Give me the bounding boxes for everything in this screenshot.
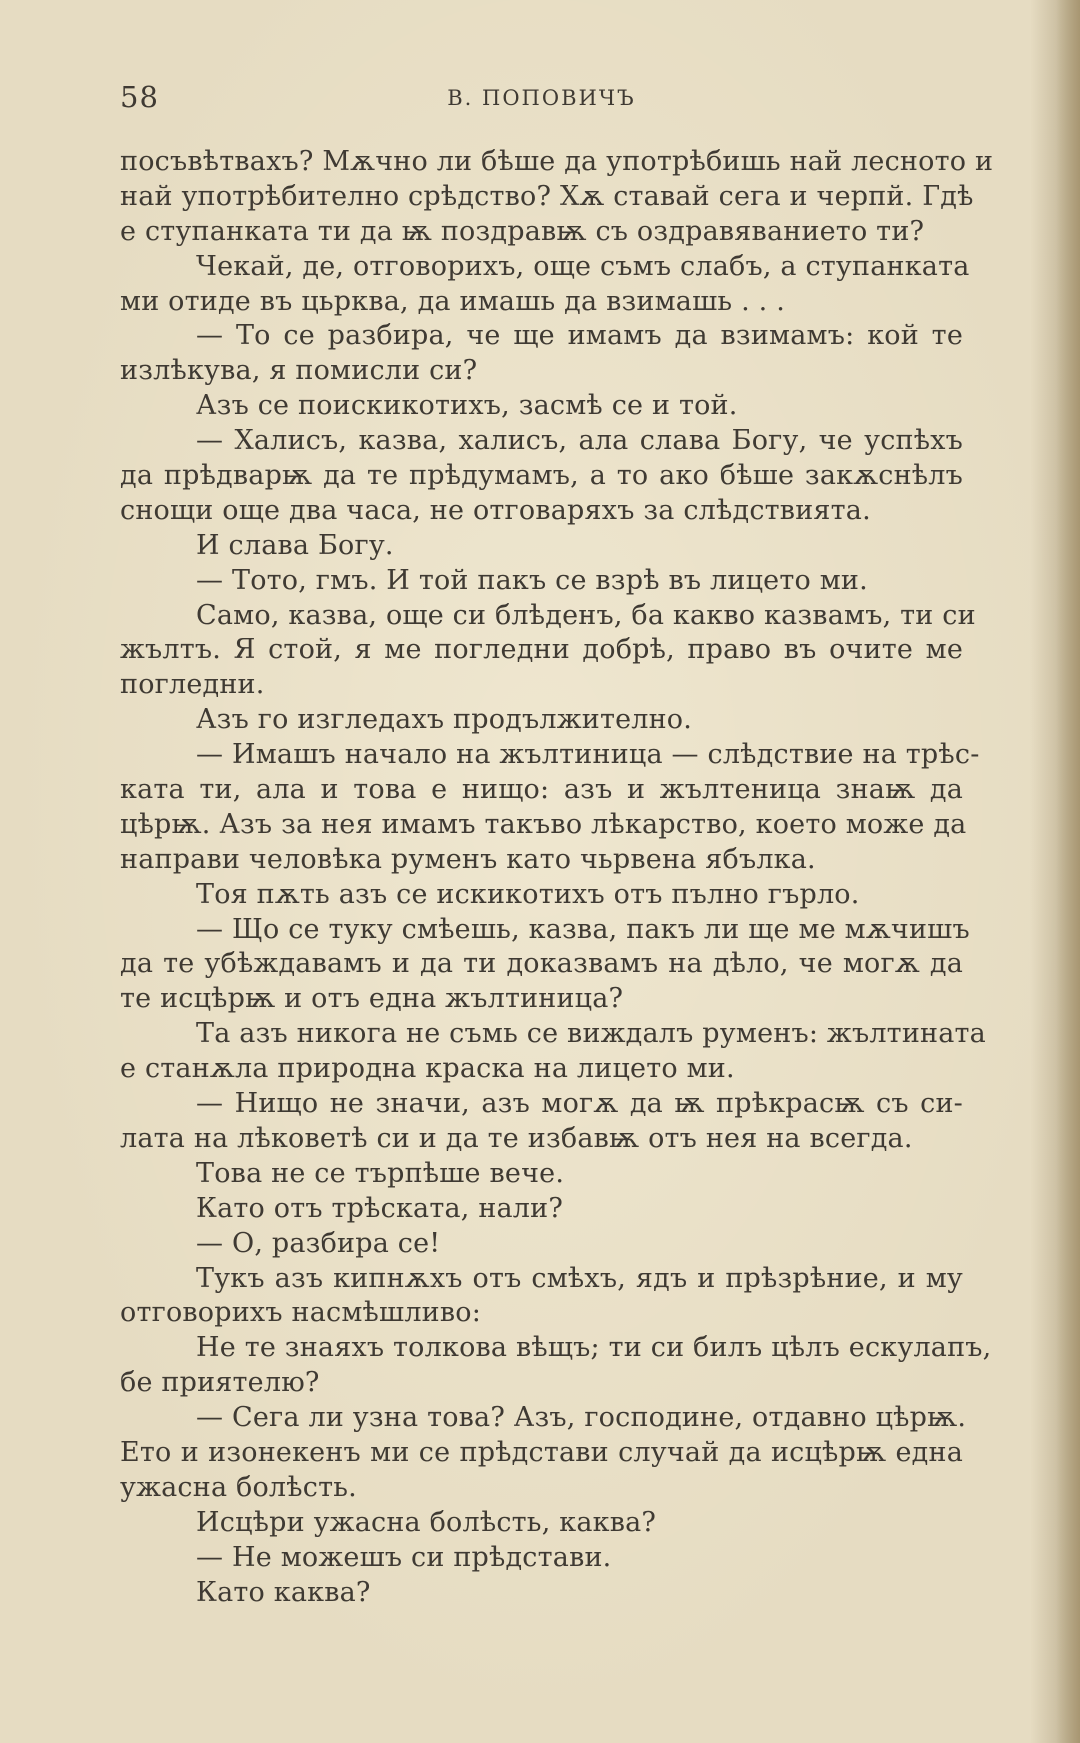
- text-line: — То се разбира, че ще имамъ да взимамъ: кой те: [196, 320, 963, 352]
- text-line: направи человѣка руменъ като чьрвена ябълка.: [120, 843, 816, 875]
- text-line: жълтъ. Я стой, я ме погледни добрѣ, право въ очите ме: [120, 634, 963, 666]
- text-line: ката ти, ала и това е нищо: азъ и жълтеница знаѭ да: [120, 774, 963, 806]
- text-line: бе приятелю?: [120, 1367, 320, 1399]
- page-header: [120, 80, 963, 120]
- running-head: В. ПОПОВИЧЪ: [447, 86, 636, 110]
- page-edge-shadow: [1056, 0, 1080, 1743]
- text-line: цѣрѭ. Азъ за нея имамъ такъво лѣкарство, което може да: [120, 808, 967, 840]
- text-line: Не те знаяхъ толкова вѣщъ; ти си билъ цѣлъ ескулапъ,: [196, 1332, 992, 1364]
- text-line: Тоя пѫть азъ се искикотихъ отъ пълно гърло.: [196, 878, 860, 910]
- text-line: е ступанката ти да ѭ поздравѭ съ оздравяванието ти?: [120, 215, 925, 247]
- text-line: — Не можешъ си прѣдстави.: [196, 1541, 612, 1573]
- text-line: — Халисъ, казва, халисъ, ала слава Богу, че успѣхъ: [196, 425, 963, 457]
- text-line: Като каква?: [196, 1576, 371, 1608]
- body-text: [120, 145, 994, 1610]
- text-line: е станѫла природна краска на лицето ми.: [120, 1053, 735, 1085]
- text-line: Това не се търпѣше вече.: [196, 1157, 565, 1189]
- text-line: Ето и изонекенъ ми се прѣдстави случай да исцѣрѭ една: [120, 1436, 963, 1468]
- text-line: да прѣдварѭ да те прѣдумамъ, а то ако бѣше закѫснѣлъ: [120, 460, 963, 492]
- text-line: посъвѣтвахъ? Мѫчно ли бѣше да употрѣбишь най лесното и: [120, 146, 994, 177]
- text-line: Исцѣри ужасна болѣсть, каква?: [196, 1506, 657, 1538]
- text-line: Тукъ азъ кипнѫхъ отъ смѣхъ, ядъ и прѣзрѣние, и му: [196, 1262, 963, 1294]
- text-line: Като отъ трѣската, нали?: [196, 1192, 564, 1224]
- text-line: — Тото, гмъ. И той пакъ се взрѣ въ лицето ми.: [196, 564, 868, 596]
- text-line: — Имашъ начало на жълтиница — слѣдствие на трѣс-: [196, 739, 980, 771]
- text-line: Само, казва, още си блѣденъ, ба какво казвамъ, ти си: [196, 599, 976, 631]
- text-line: Азъ го изгледахъ продължително.: [196, 704, 693, 736]
- text-line: те исцѣрѭ и отъ една жълтиница?: [120, 983, 624, 1015]
- text-line: снощи още два часа, не отговаряхъ за слѣдствията.: [120, 494, 871, 526]
- text-line: Та азъ никога не съмь се виждалъ руменъ: жълтината: [196, 1018, 986, 1050]
- text-line: — О, разбира се!: [196, 1227, 441, 1259]
- text-line: да те убѣждавамъ и да ти доказвамъ на дѣло, че могѫ да: [120, 948, 963, 980]
- text-line: ми отиде въ цьрква, да имашь да взимашь . . .: [120, 285, 786, 317]
- text-line: — Сега ли узна това? Азъ, господине, отдавно цѣрѭ.: [196, 1402, 967, 1434]
- text-line: Азъ се поискикотихъ, засмѣ се и той.: [196, 390, 738, 422]
- page-number: 58: [120, 80, 159, 114]
- text-line: Чекай, де, отговорихъ, още съмъ слабъ, а ступанката: [196, 250, 970, 282]
- text-line: отговорихъ насмѣшливо:: [120, 1297, 482, 1329]
- text-line: погледни.: [120, 669, 265, 701]
- text-line: излѣкува, я помисли си?: [120, 355, 478, 387]
- text-line: И слава Богу.: [196, 529, 394, 561]
- text-line: — Нищо не значи, азъ могѫ да ѭ прѣкрасѭ съ си-: [196, 1088, 963, 1120]
- text-line: ужасна болѣсть.: [120, 1471, 357, 1503]
- text-line: лата на лѣковетѣ си и да те избавѭ отъ нея на всегда.: [120, 1122, 913, 1154]
- text-line: — Що се туку смѣешь, казва, пакъ ли ще ме мѫчишъ: [196, 913, 970, 945]
- text-line: най употрѣбително срѣдство? Хѫ ставай сега и черпй. Гдѣ: [120, 180, 974, 212]
